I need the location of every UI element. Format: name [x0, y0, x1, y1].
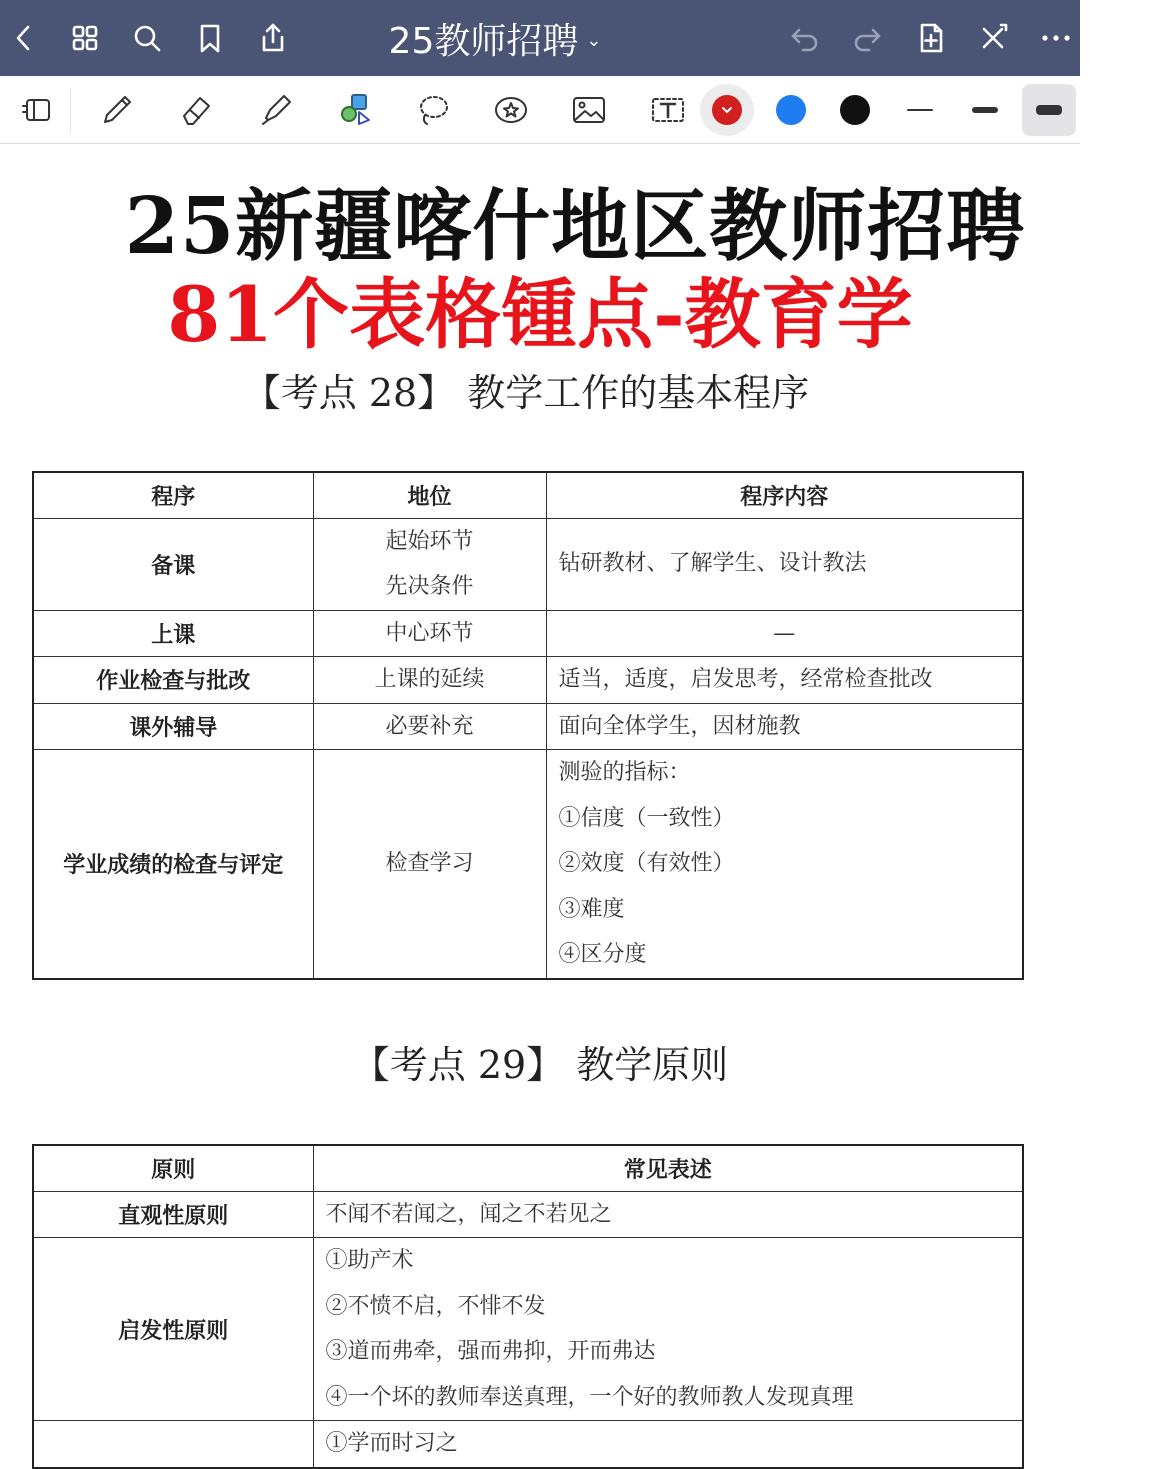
- shapes-tool-button[interactable]: [328, 84, 382, 136]
- table-row: [33, 1421, 1023, 1468]
- stroke-width-thick[interactable]: [1022, 84, 1076, 136]
- cell-line: 检查学习: [385, 851, 474, 876]
- annotation-toolbar: [0, 76, 1080, 144]
- principle-cell: 启发性原则: [33, 1238, 313, 1421]
- bookmark-button[interactable]: [186, 14, 234, 62]
- share-icon: [256, 21, 290, 55]
- back-button[interactable]: [0, 14, 48, 62]
- column-header: 程序内容: [546, 472, 1023, 518]
- grid-view-button[interactable]: [61, 14, 109, 62]
- layout-button[interactable]: [11, 84, 65, 136]
- cell-line: ①学而时习之: [325, 1431, 458, 1456]
- status-cell: [313, 610, 546, 657]
- document-title-dropdown[interactable]: [330, 12, 660, 64]
- image-tool-button[interactable]: [562, 84, 616, 136]
- text-tool-button[interactable]: [641, 84, 695, 136]
- chevron-down-icon: ⌄: [586, 29, 602, 51]
- cell-line: ③难度: [558, 896, 625, 922]
- image-icon: [569, 90, 609, 130]
- expression-cell: [313, 1421, 1023, 1468]
- procedure-cell: 课外辅导: [33, 703, 313, 750]
- cell-line: 适当，适度，启发思考，经常检查批改: [558, 667, 933, 692]
- color-dot-black: [840, 95, 870, 125]
- column-header: 地位: [313, 472, 546, 518]
- content-cell: [546, 703, 1023, 750]
- stroke-thin-bar: [907, 109, 933, 111]
- grid-icon: [68, 21, 102, 55]
- cell-line: ④一个坏的教师奉送真理，一个好的教师教人发现真理: [325, 1384, 854, 1410]
- search-button[interactable]: [123, 14, 171, 62]
- eraser-tool-button[interactable]: [169, 84, 223, 136]
- shapes-icon: [335, 90, 375, 130]
- cell-line: 先决条件: [385, 574, 474, 599]
- table-header-row: [33, 1145, 1023, 1191]
- cell-line: 钻研教材、了解学生、设计教法: [558, 551, 867, 577]
- undo-icon: [788, 21, 822, 55]
- teaching-procedure-table: [32, 471, 1024, 980]
- stroke-thick-bar: [1036, 105, 1062, 115]
- document-subheading: 81个表格锺点-教育学: [167, 270, 913, 359]
- table-row: [33, 657, 1023, 704]
- table-row: [33, 1191, 1023, 1238]
- expression-cell: [313, 1191, 1023, 1238]
- lasso-tool-button[interactable]: [406, 84, 460, 136]
- status-cell: [313, 518, 546, 610]
- pen-tool-button[interactable]: [90, 84, 144, 136]
- stroke-width-thin[interactable]: [893, 84, 947, 136]
- cell-line: ③道而弗牵，强而弗抑，开而弗达: [325, 1339, 656, 1364]
- sticker-icon: [491, 90, 531, 130]
- undo-button[interactable]: [781, 14, 829, 62]
- content-cell: [546, 610, 1023, 657]
- cell-line: —: [773, 620, 796, 646]
- table-row: [33, 703, 1023, 750]
- chevron-down-icon: [721, 104, 733, 116]
- expression-cell: [313, 1238, 1023, 1421]
- principle-cell: [33, 1421, 313, 1468]
- document-heading: 25新疆喀什地区教师招聘: [124, 181, 1026, 272]
- pen-icon: [97, 90, 137, 130]
- column-header: 原则: [33, 1145, 313, 1191]
- search-icon: [130, 21, 164, 55]
- toolbar-divider: [70, 88, 71, 132]
- color-dot-blue: [776, 95, 806, 125]
- cell-line: ①助产术: [325, 1248, 414, 1273]
- cell-line: ②不愤不启，不悱不发: [325, 1293, 546, 1319]
- add-page-icon: [914, 21, 948, 55]
- highlighter-icon: [256, 90, 296, 130]
- add-page-button[interactable]: [907, 14, 955, 62]
- section-heading-28: 【考点 28】 教学工作的基本程序: [242, 371, 810, 415]
- cell-line: 上课的延续: [374, 667, 485, 692]
- status-cell: [313, 703, 546, 750]
- section-heading-29: 【考点 29】 教学原则: [351, 1043, 729, 1087]
- cell-line: 测验的指标：: [558, 760, 691, 785]
- teaching-principles-table: [32, 1144, 1024, 1469]
- color-red-swatch[interactable]: [700, 84, 754, 136]
- cell-line: ④区分度: [558, 942, 647, 967]
- close-icon: [976, 21, 1010, 55]
- close-button[interactable]: [969, 14, 1017, 62]
- cell-line: 中心环节: [385, 620, 474, 646]
- content-cell: [546, 750, 1023, 979]
- eraser-icon: [176, 90, 216, 130]
- status-cell: [313, 657, 546, 704]
- table-row: [33, 610, 1023, 657]
- text-icon: [648, 90, 688, 130]
- highlighter-tool-button[interactable]: [249, 84, 303, 136]
- table-header-row: [33, 472, 1023, 518]
- procedure-cell: 备课: [33, 518, 313, 610]
- cell-line: 起始环节: [385, 528, 474, 554]
- cell-line: 不闻不若闻之，闻之不若见之: [325, 1201, 612, 1227]
- back-icon: [7, 21, 41, 55]
- content-cell: [546, 657, 1023, 704]
- sticker-tool-button[interactable]: [484, 84, 538, 136]
- stroke-medium-bar: [972, 107, 998, 113]
- color-blue-swatch[interactable]: [764, 84, 818, 136]
- share-button[interactable]: [249, 14, 297, 62]
- cell-line: ②效度（有效性）: [558, 851, 735, 876]
- status-cell: [313, 750, 546, 979]
- color-dot-red: [712, 95, 742, 125]
- table-row: [33, 1238, 1023, 1421]
- column-header: 程序: [33, 472, 313, 518]
- principle-cell: 直观性原则: [33, 1191, 313, 1238]
- content-cell: [546, 518, 1023, 610]
- cell-line: 必要补充: [385, 713, 474, 739]
- cell-line: ①信度（一致性）: [558, 805, 735, 831]
- stroke-width-medium[interactable]: [958, 84, 1012, 136]
- redo-icon: [850, 21, 884, 55]
- table-row: [33, 518, 1023, 610]
- bookmark-icon: [193, 21, 227, 55]
- table-row: [33, 750, 1023, 979]
- more-button[interactable]: [1032, 14, 1080, 62]
- procedure-cell: 学业成绩的检查与评定: [33, 750, 313, 979]
- lasso-icon: [413, 90, 453, 130]
- cell-line: 面向全体学生，因材施教: [558, 713, 801, 739]
- top-navigation-bar: [0, 0, 1080, 76]
- procedure-cell: 作业检查与批改: [33, 657, 313, 704]
- color-black-swatch[interactable]: [828, 84, 882, 136]
- column-header: 常见表述: [313, 1145, 1023, 1191]
- procedure-cell: 上课: [33, 610, 313, 657]
- document-title: 25教师招聘: [388, 20, 579, 62]
- redo-button[interactable]: [843, 14, 891, 62]
- layout-icon: [18, 90, 58, 130]
- more-icon: [1039, 21, 1073, 55]
